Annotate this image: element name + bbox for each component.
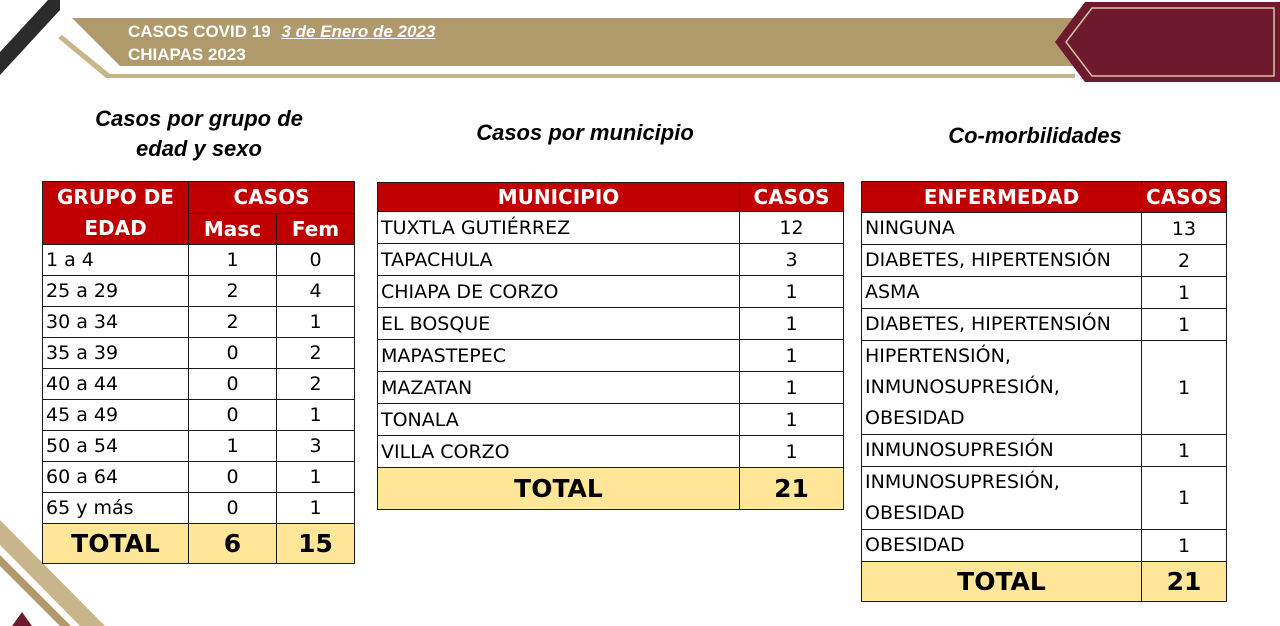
comorbidity-table-row (862, 277, 1227, 309)
age-table-row (43, 369, 355, 400)
comorbidity-table-row (862, 530, 1227, 562)
municipio-cases-cell: 1 (740, 308, 844, 340)
comorbidity-cases-cell: 1 (1142, 309, 1227, 341)
municipio-cases-cell: 1 (740, 276, 844, 308)
enfermedad-cell (862, 467, 1142, 530)
comorbidity-cases-cell: 2 (1142, 245, 1227, 277)
municipio-total-row (378, 468, 844, 510)
municipio-table-row (378, 372, 844, 404)
municipio-cases-cell: 12 (740, 212, 844, 244)
enfermedad-line: INMUNOSUPRESIÓN, (865, 471, 1060, 493)
municipio-name-cell: EL BOSQUE (378, 308, 740, 340)
age-table-row (43, 400, 355, 431)
comorbidity-table-row (862, 213, 1227, 245)
comorbidity-table-title: Co-morbilidades (948, 123, 1122, 148)
enfermedad-line: ASMA (865, 281, 920, 303)
municipio-cases-cell: 1 (740, 372, 844, 404)
age-total-fem: 15 (277, 524, 355, 564)
comorbidity-cases-cell: 1 (1142, 435, 1227, 467)
comorbidity-cases-cell: 1 (1142, 467, 1227, 530)
comorbidity-table-row (862, 309, 1227, 341)
municipio-cases-cell: 1 (740, 404, 844, 436)
comorbidity-table-row (862, 341, 1227, 435)
fem-cell: 2 (277, 338, 355, 369)
municipio-total-label: TOTAL (378, 468, 740, 510)
municipio-table (377, 182, 844, 510)
age-table-row (43, 338, 355, 369)
masc-cell: 0 (189, 462, 277, 493)
masc-header: Masc (189, 213, 277, 245)
age-table-row (43, 493, 355, 524)
enfermedad-line: HIPERTENSIÓN, (865, 345, 1011, 367)
municipio-cases-cell: 1 (740, 340, 844, 372)
enfermedad-line: OBESIDAD (865, 534, 965, 556)
enfermedad-line: INMUNOSUPRESIÓN (865, 439, 1054, 461)
age-group-cell: 1 a 4 (43, 245, 189, 276)
municipio-name-cell: TUXTLA GUTIÉRREZ (378, 212, 740, 244)
header-title (128, 20, 435, 66)
enfermedad-cell (862, 309, 1142, 341)
comorbidity-table-row (862, 435, 1227, 467)
age-group-cell: 25 a 29 (43, 276, 189, 307)
masc-cell: 2 (189, 276, 277, 307)
masc-cell: 1 (189, 245, 277, 276)
enfermedad-header: ENFERMEDAD (862, 182, 1142, 213)
header-line-1 (128, 20, 435, 43)
age-group-cell: 60 a 64 (43, 462, 189, 493)
age-table-title-line-1: Casos por grupo de (95, 106, 303, 131)
fem-cell: 1 (277, 307, 355, 338)
enfermedad-cell (862, 435, 1142, 467)
age-table-title (60, 104, 338, 164)
age-table-row (43, 431, 355, 462)
age-group-cell: 65 y más (43, 493, 189, 524)
fem-cell: 4 (277, 276, 355, 307)
age-table-row (43, 462, 355, 493)
masc-cell: 1 (189, 431, 277, 462)
municipio-table-title: Casos por municipio (476, 120, 694, 145)
maroon-banner (1055, 2, 1280, 82)
enfermedad-cell (862, 213, 1142, 245)
cases-header: CASOS (189, 182, 355, 214)
age-group-header-line-2: EDAD (84, 216, 147, 240)
comorbidity-table (861, 181, 1227, 602)
fem-cell: 0 (277, 245, 355, 276)
municipio-name-cell: MAZATAN (378, 372, 740, 404)
enfermedad-line: DIABETES, HIPERTENSIÓN (865, 313, 1111, 335)
enfermedad-line: INMUNOSUPRESIÓN, (865, 376, 1060, 398)
comorbidity-total-label: TOTAL (862, 562, 1142, 602)
header-date: 3 de Enero de 2023 (281, 22, 436, 41)
municipio-total-cases: 21 (740, 468, 844, 510)
municipio-name-cell: TONALA (378, 404, 740, 436)
enfermedad-line: OBESIDAD (865, 407, 965, 429)
age-group-header-line-1: GRUPO DE (57, 185, 174, 209)
comorbidity-cases-cell: 1 (1142, 341, 1227, 435)
municipio-cases-header: CASOS (740, 183, 844, 212)
comorbidity-cases-cell: 1 (1142, 277, 1227, 309)
municipio-table-row (378, 276, 844, 308)
enfermedad-cell (862, 530, 1142, 562)
age-table-row (43, 307, 355, 338)
fem-cell: 1 (277, 462, 355, 493)
enfermedad-line: DIABETES, HIPERTENSIÓN (865, 249, 1111, 271)
age-group-cell: 30 a 34 (43, 307, 189, 338)
age-group-cell: 35 a 39 (43, 338, 189, 369)
fem-cell: 1 (277, 400, 355, 431)
age-group-cell: 45 a 49 (43, 400, 189, 431)
comorbidity-total-cases: 21 (1142, 562, 1227, 602)
masc-cell: 0 (189, 493, 277, 524)
municipio-table-row (378, 244, 844, 276)
comorbidity-cases-cell: 13 (1142, 213, 1227, 245)
masc-cell: 0 (189, 369, 277, 400)
age-table-row (43, 245, 355, 276)
age-group-header (43, 182, 189, 245)
municipio-table-row (378, 212, 844, 244)
age-table-row (43, 276, 355, 307)
enfermedad-line: OBESIDAD (865, 502, 965, 524)
fem-cell: 1 (277, 493, 355, 524)
comorbidity-cases-header: CASOS (1142, 182, 1227, 213)
comorbidity-cases-cell: 1 (1142, 530, 1227, 562)
municipio-cases-cell: 1 (740, 436, 844, 468)
age-sex-table (42, 181, 355, 564)
age-group-cell: 50 a 54 (43, 431, 189, 462)
masc-cell: 0 (189, 338, 277, 369)
municipio-table-row (378, 308, 844, 340)
municipio-table-row (378, 340, 844, 372)
age-table-title-line-2: edad y sexo (136, 136, 262, 161)
fem-cell: 3 (277, 431, 355, 462)
comorbidity-total-row (862, 562, 1227, 602)
municipio-table-row (378, 404, 844, 436)
age-total-row (43, 524, 355, 564)
municipio-name-cell: VILLA CORZO (378, 436, 740, 468)
enfermedad-cell (862, 341, 1142, 435)
municipio-name-cell: CHIAPA DE CORZO (378, 276, 740, 308)
bottom-maroon-triangle (12, 612, 32, 626)
fem-cell: 2 (277, 369, 355, 400)
municipio-table-row (378, 436, 844, 468)
age-total-label: TOTAL (43, 524, 189, 564)
age-total-masc: 6 (189, 524, 277, 564)
fem-header: Fem (277, 213, 355, 245)
comorbidity-table-row (862, 467, 1227, 530)
municipio-cases-cell: 3 (740, 244, 844, 276)
municipio-header: MUNICIPIO (378, 183, 740, 212)
enfermedad-line: NINGUNA (865, 217, 955, 239)
masc-cell: 2 (189, 307, 277, 338)
masc-cell: 0 (189, 400, 277, 431)
municipio-name-cell: MAPASTEPEC (378, 340, 740, 372)
age-group-cell: 40 a 44 (43, 369, 189, 400)
comorbidity-table-row (862, 245, 1227, 277)
header-line-2: CHIAPAS 2023 (128, 45, 246, 64)
municipio-name-cell: TAPACHULA (378, 244, 740, 276)
enfermedad-cell (862, 277, 1142, 309)
header-title-text: CASOS COVID 19 (128, 22, 271, 41)
enfermedad-cell (862, 245, 1142, 277)
